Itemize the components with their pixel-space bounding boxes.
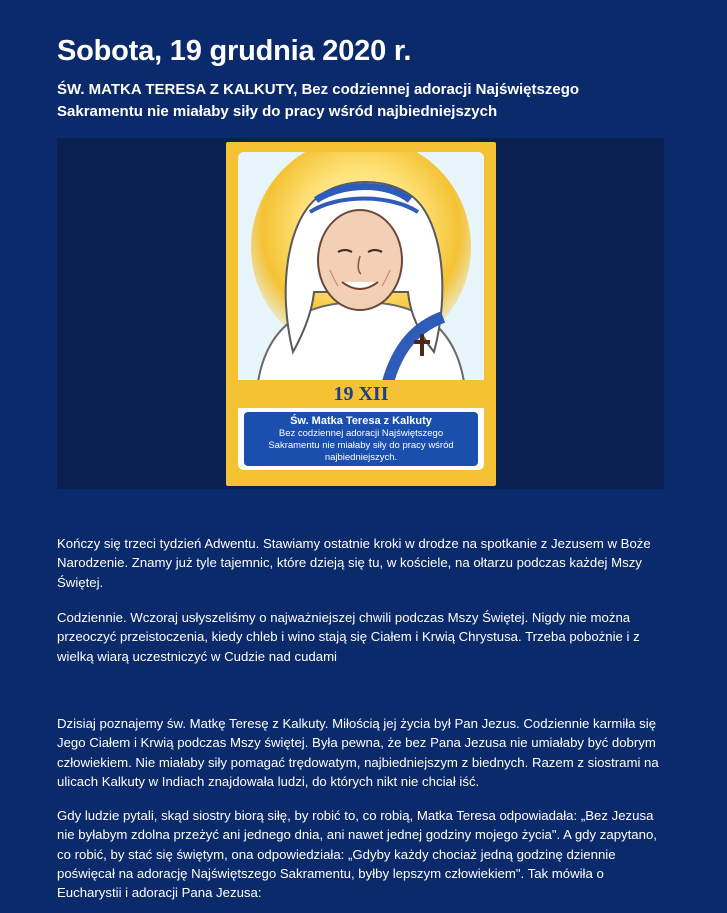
paragraph-3: Dzisiaj poznajemy św. Matkę Teresę z Kalkuty. Miłością jej życia był Pan Jezus. Codziennie karmiła się Jego Ciałem i Krwią podczas Mszy świętej. Była pewna, że bez Pana Jezusa nie umiałaby być dobrym człowiekiem. Nie miałaby siły pomagać trędowatym, najbiedniejszym z biednych. Razem z siostrami na ulicach Kalkuty w Indiach znajdowała ludzi, do których nikt nie chciał iść. xyxy=(57,716,659,789)
page-subtitle: ŚW. MATKA TERESA Z KALKUTY, Bez codziennej adoracji Najświętszego Sakramentu nie miałaby siły do pracy wśród najbiedniejszych xyxy=(57,81,580,120)
card-caption-text: Bez codziennej adoracji Najświętszego Sakramentu nie miałaby siły do pracy wśród najbiedniejszych. xyxy=(268,428,454,463)
card-caption-name: Św. Matka Teresa z Kalkuty xyxy=(290,415,432,427)
page-title: Sobota, 19 grudnia 2020 r. xyxy=(57,35,412,67)
card-date-label: 19 XII xyxy=(238,380,484,408)
paragraph-2: Codziennie. Wczoraj usłyszeliśmy o najważniejszej chwili podczas Mszy Świętej. Nigdy nie można przeoczyć przeistoczenia, kiedy chleb i wino stają się Ciałem i Krwią Chrystusa. Trzeba pobożnie i z wielką wiarą uczestniczyć w Cudzie nad cudami xyxy=(57,610,640,664)
saint-card-inner xyxy=(238,152,484,470)
card-caption xyxy=(244,412,478,466)
saint-card xyxy=(226,142,496,486)
paragraph-4: Gdy ludzie pytali, skąd siostry biorą siłę, by robić to, co robią, Matka Teresa odpowiadała: „Bez Jezusa nie byłabym zdolna przeżyć ani jednego dnia, ani nawet jednej godziny mojego życia". A gdy zapytano, co robić, by stać się świętym, ona odpowiedziała: „Gdyby każdy chociaż jedną godzinę dziennie poświęcał na adorację Najświętszego Sakramentu, byłby lepszym człowiekiem". Tak mówiła o Eucharystii i adoracji Pana Jezusa: xyxy=(57,808,657,901)
hero-image xyxy=(57,138,664,489)
paragraph-1: Kończy się trzeci tydzień Adwentu. Stawiamy ostatnie kroki w drodze na spotkanie z Jezusem w Boże Narodzenie. Znamy już tyle tajemnic, które dzieją się tu, w kościele, na ołtarzu podczas każdej Mszy Świętej. xyxy=(57,536,651,590)
saint-portrait xyxy=(238,152,484,382)
